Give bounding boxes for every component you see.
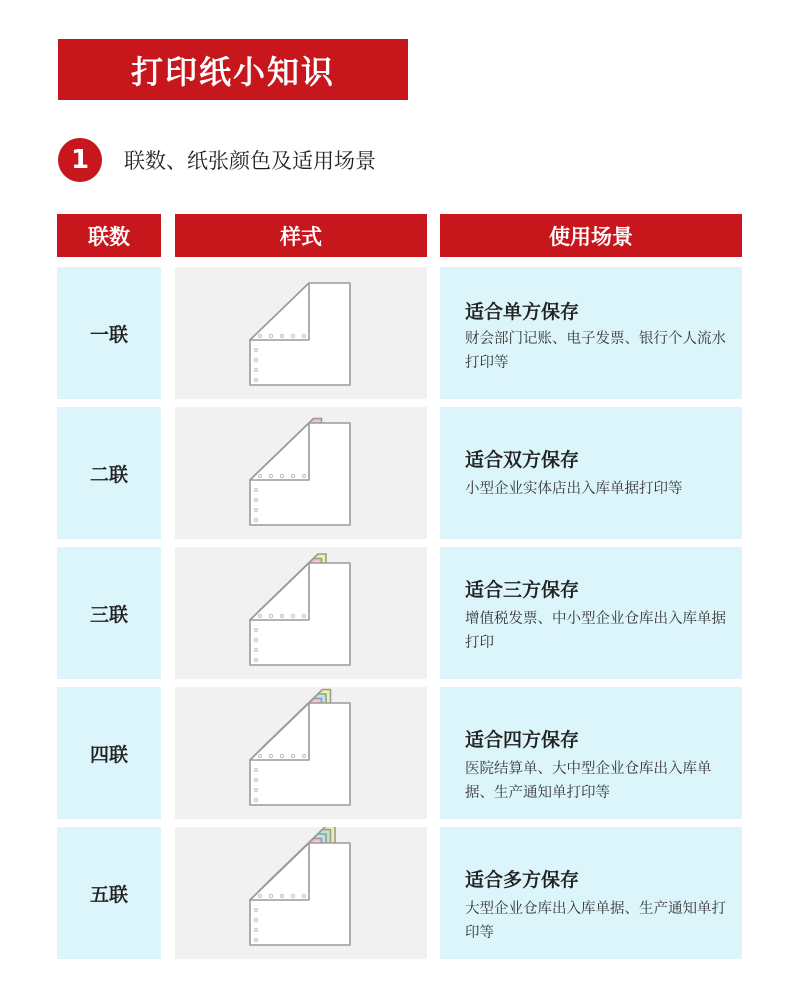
table-row [0, 547, 800, 679]
usage-cell [440, 547, 742, 679]
header-style: 样式 [175, 214, 427, 257]
table-row [0, 407, 800, 539]
header-ply: 联数 [57, 214, 161, 257]
usage-title: 适合双方保存 [465, 449, 580, 471]
paper-style-cell [175, 687, 427, 819]
paper-style-cell [175, 547, 427, 679]
section-number-badge: 1 [58, 138, 102, 182]
paper-layer [250, 843, 350, 945]
paper-stack-icon [175, 547, 427, 679]
table-row [0, 687, 800, 819]
paper-style-cell [175, 827, 427, 959]
usage-description: 财会部门记账、电子发票、银行个人流水打印等 [465, 331, 726, 371]
table-row [0, 827, 800, 959]
usage-cell [440, 407, 742, 539]
paper-layer [250, 563, 350, 665]
paper-layer [250, 423, 350, 525]
header-usage: 使用场景 [440, 214, 742, 257]
ply-label: 四联 [57, 687, 161, 819]
usage-description: 小型企业实体店出入库单据打印等 [465, 481, 683, 497]
usage-title: 适合四方保存 [465, 729, 580, 751]
usage-description: 大型企业仓库出入库单据、生产通知单打印等 [465, 901, 726, 941]
paper-style-cell [175, 407, 427, 539]
section-heading [58, 137, 376, 183]
usage-cell [440, 827, 742, 959]
usage-cell [440, 267, 742, 399]
usage-title: 适合三方保存 [465, 579, 580, 601]
ply-label: 三联 [57, 547, 161, 679]
usage-description: 增值税发票、中小型企业仓库出入库单据打印 [465, 611, 726, 651]
ply-label: 一联 [57, 267, 161, 399]
ply-label: 二联 [57, 407, 161, 539]
paper-stack-icon [175, 827, 427, 959]
paper-layer [250, 703, 350, 805]
paper-stack-icon [175, 267, 427, 399]
section-title: 联数、纸张颜色及适用场景 [124, 149, 376, 173]
ply-label: 五联 [57, 827, 161, 959]
usage-description: 医院结算单、大中型企业仓库出入库单据、生产通知单打印等 [465, 761, 712, 801]
paper-layer [250, 283, 350, 385]
page-banner-title: 打印纸小知识 [58, 39, 408, 100]
usage-title: 适合单方保存 [465, 301, 580, 323]
table-row [0, 267, 800, 399]
usage-cell [440, 687, 742, 819]
usage-title: 适合多方保存 [465, 869, 580, 891]
paper-stack-icon [175, 407, 427, 539]
paper-style-cell [175, 267, 427, 399]
paper-stack-icon [175, 687, 427, 819]
